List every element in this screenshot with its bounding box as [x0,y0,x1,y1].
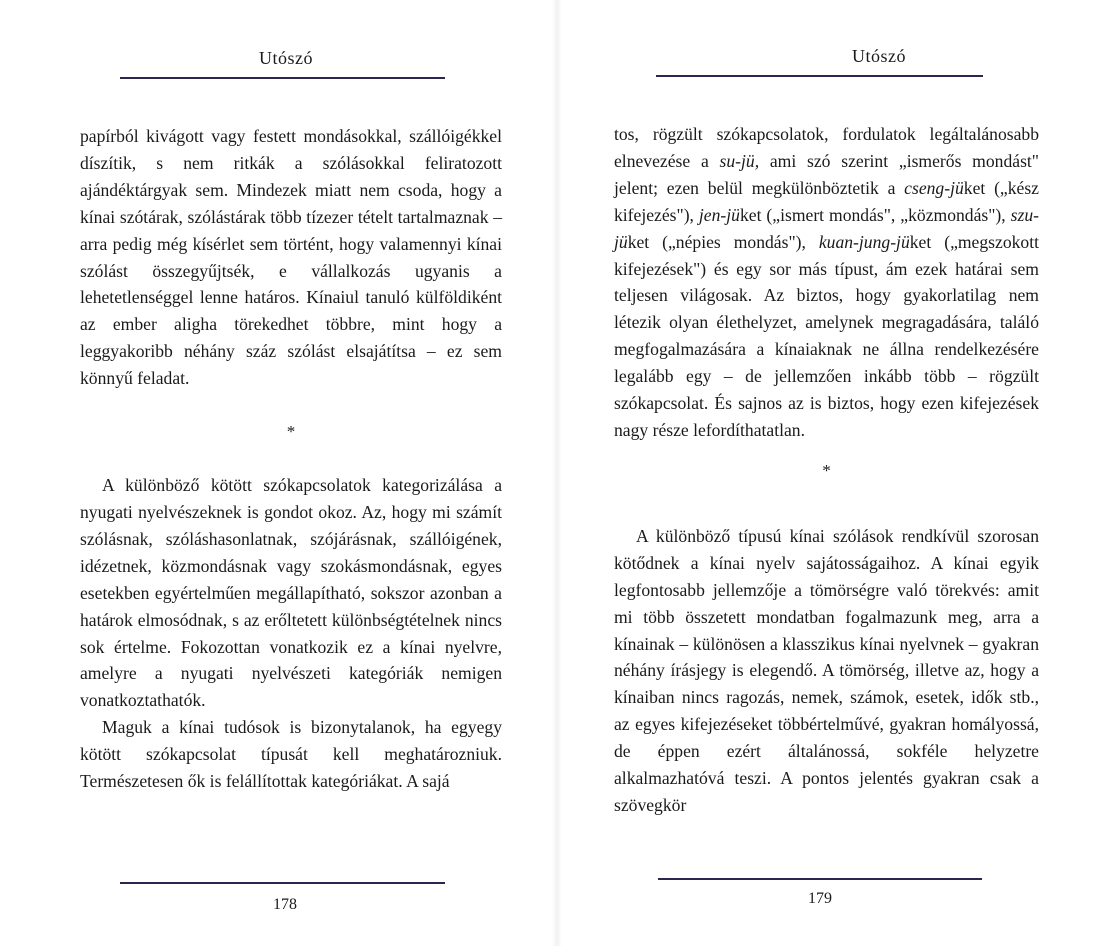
page-number: 179 [808,890,832,907]
term-su-ju: su-jü, [719,150,760,171]
footer-rule [120,882,445,884]
body-text [80,123,502,795]
text-run: ket („népies mondás"), [627,231,819,252]
section-separator: * [822,460,831,480]
header-rule [120,77,445,79]
right-page [557,0,1115,946]
text-run: ami szó szerint „ismerős mondást" jelent; ezen belül megkülönböztetik a [614,150,1039,198]
running-head: Utószó [852,46,906,66]
running-head: Utószó [259,48,313,68]
paragraph: papírból kivágott vagy festett mondásokkal, szállóigékkel díszítik, s nem ritkák a szólásokkal feliratozott ajándéktárgyak sem. Mindezek miatt nem csoda, hogy a kínai szótárak, szólástárak több tízezer tételt tartalmaznak – arra pedig még kísérlet sem történt, hogy valamennyi kínai szólást összegyűjtsék, e vállalkozás ugyanis a lehetetlenséggel lenne határos. Kínaiul tanuló külföldiként az ember aligha törekedhet többre, mint hogy a leggyakoribb néhány száz szólást elsajátítsa – ez sem könnyű feladat. [80,126,502,389]
text-run: tos, rögzült szókapcsolatok, fordulatok legáltalánosabb elnevezése a [614,124,1039,171]
text-run: ket („kész kifejezés"), [614,177,1039,225]
header-rule [656,75,983,77]
left-page [0,0,557,946]
paragraph [614,121,1039,444]
text-run: ket („ismert mondás", „közmondás"), [739,204,1011,225]
paragraph: A különböző kötött szókapcsolatok kategorizálása a nyugati nyelvészeknek is gondot okoz. Az, hogy mi számít szólásnak, szóláshasonlatnak, szójárásnak, szállóigének, idézetnek, közmondásnak vagy szokásmondásnak, egyes esetekben egyértelműen megállapítható, sokszor azonban a határok elmosódnak, s az erőltetett különbségtételnek nincs sok értelme. Fokozottan vonatkozik ez a kínai nyelvre, amelyre a nyugati nyelvészeti kategóriák nemigen vonatkoztathatók. [80,475,502,711]
footer-rule [658,878,982,880]
section-separator: * [286,422,296,442]
body-text [614,121,1039,819]
term-kuan-jung-ju: kuan-jung-jü [818,231,910,252]
paragraph: Maguk a kínai tudósok is bizonytalanok, ha egyegy kötött szókapcsolat típusát kell meghatározniuk. Természetesen ők is felállítottak kategóriákat. A sajá [80,717,502,792]
text-run: ket („megszokott kifejezések") és egy sor más típust, ám ezek határai sem teljesen világosak. Az biztos, hogy gyakorlatilag nem létezik olyan élethelyzet, amelynek megragadására, találó megfogalmazására a kínaiaknak ne állna rendelkezésére legalább egy – de jellemzően inkább több – rögzült szókapcsolat. És sajnos az is biztos, hogy ezen kifejezések nagy része lefordíthatatlan. [614,231,1039,440]
spacer [614,497,1039,523]
page-number: 178 [273,896,297,913]
term-szu-ju: szu-jü [614,204,1039,252]
term-cseng-ju: cseng-jü [904,177,964,198]
term-jen-ju: jen-jü [698,204,740,225]
paragraph: A különböző típusú kínai szólások rendkívül szorosan kötődnek a kínai nyelv sajátosságaihoz. A kínai egyik legfontosabb jellemzője a tömörségre való törekvés: amit mi több összetett mondatban fogalmazunk meg, arra a kínainak – különösen a klasszikus kínai nyelvnek – gyakran néhány írásjegy is elegendő. A tömörség, illetve az, hogy a kínaiban nincs ragozás, nemek, számok, esetek, idők stb., az egyes kifejezéseket többértelművé, gyakran homályossá, de éppen ezért általánossá, sokféle helyzetre alkalmazhatóvá teszi. A pontos jelentés gyakran csak a szövegkör [614,525,1039,815]
